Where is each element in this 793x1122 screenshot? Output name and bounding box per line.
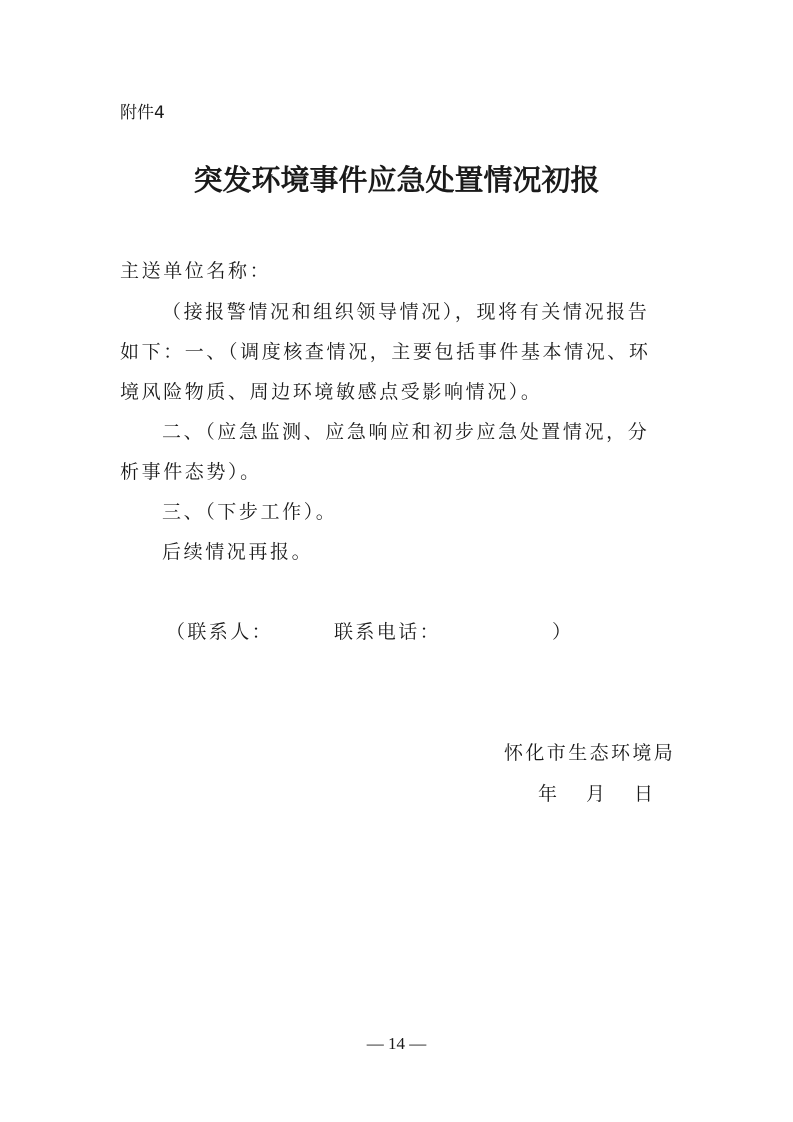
- recipient-label: 主送单位名称：: [120, 260, 272, 282]
- document-title: 突发环境事件应急处置情况初报: [193, 163, 600, 197]
- paragraph-4: 后续情况再报。: [162, 541, 314, 563]
- page-number: — 14 —: [366, 1034, 427, 1053]
- contact-close-paren: ）: [552, 621, 574, 643]
- paragraph-2-line-1: 二、（应急监测、应急响应和初步应急处置情况，分: [162, 421, 650, 443]
- paragraph-2-line-2: 析事件态势）。: [120, 461, 262, 483]
- issuing-organization: 怀化市生态环境局: [504, 742, 676, 764]
- date-day-label: 日: [634, 783, 654, 805]
- paragraph-1-line-1: （接报警情况和组织领导情况），现将有关情况报告: [162, 301, 650, 323]
- date-month-label: 月: [586, 783, 606, 805]
- paragraph-1-line-3: 境风险物质、周边环境敏感点受影响情况）。: [120, 381, 543, 403]
- contact-phone-label: 联系电话：: [334, 621, 442, 643]
- date-year-label: 年: [538, 783, 558, 805]
- paragraph-1-line-2: 如下：一、（调度核查情况，主要包括事件基本情况、环: [120, 341, 651, 363]
- contact-person-label: （联系人：: [166, 621, 274, 643]
- paragraph-3: 三、（下步工作）。: [162, 501, 338, 523]
- attachment-label: 附件4: [120, 103, 165, 123]
